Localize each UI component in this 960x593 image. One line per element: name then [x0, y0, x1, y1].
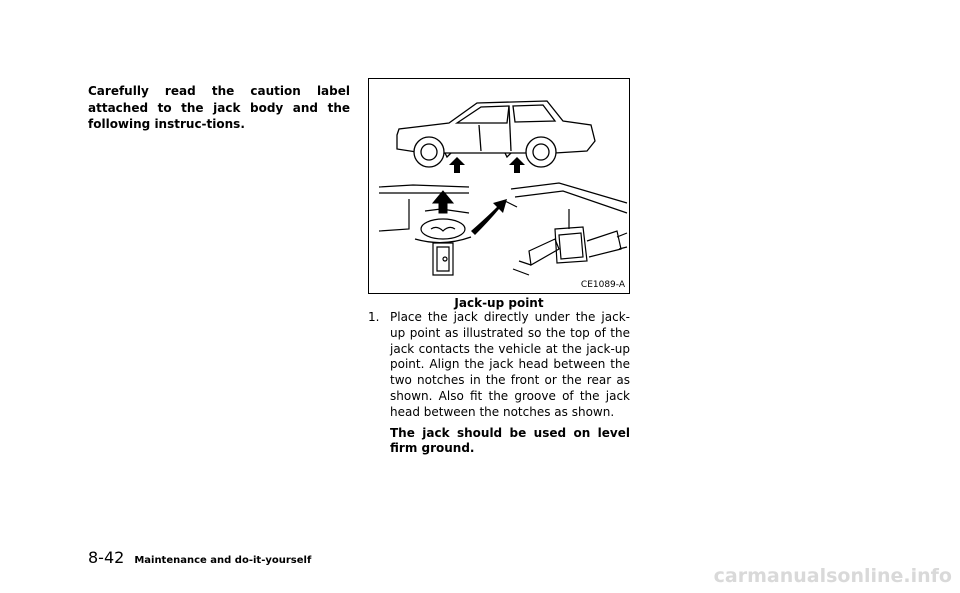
car-windows: [457, 105, 555, 123]
figure-caption: Jack-up point: [454, 296, 544, 310]
step-note: The jack should be used on level firm ground.: [390, 425, 630, 456]
jack-up-drawing: [369, 79, 630, 294]
step-item: [368, 310, 630, 457]
intro-paragraph: Carefully read the caution label attached to the jack body and the following instruc-tions.: [88, 84, 350, 131]
step-text: Place the jack directly under the jack-up point as illustrated so the top of the jack contacts the vehicle at the jack-up point. Align the jack head between the two notches in the front or the rear as shown. Also fit the groove of the jack head between the notches as shown.: [390, 310, 630, 419]
front-wheel: [414, 137, 444, 167]
arrow-front-jack-point: [449, 157, 465, 173]
jack-point-notch-detail: [421, 219, 465, 239]
page-footer: [88, 548, 311, 567]
jack-up-illustration: [368, 78, 630, 294]
arrow-curve-to-detail: [471, 199, 507, 235]
watermark: carmanualsonline.info: [713, 565, 952, 587]
arrow-rear-jack-point: [509, 157, 525, 173]
rear-wheel: [526, 137, 556, 167]
step-number: 1.: [368, 310, 380, 324]
instruction-steps: [368, 310, 630, 457]
figure-code: CE1089-A: [580, 280, 625, 290]
section-title: Maintenance and do-it-yourself: [134, 555, 312, 566]
page-number: 8-42: [88, 548, 125, 567]
